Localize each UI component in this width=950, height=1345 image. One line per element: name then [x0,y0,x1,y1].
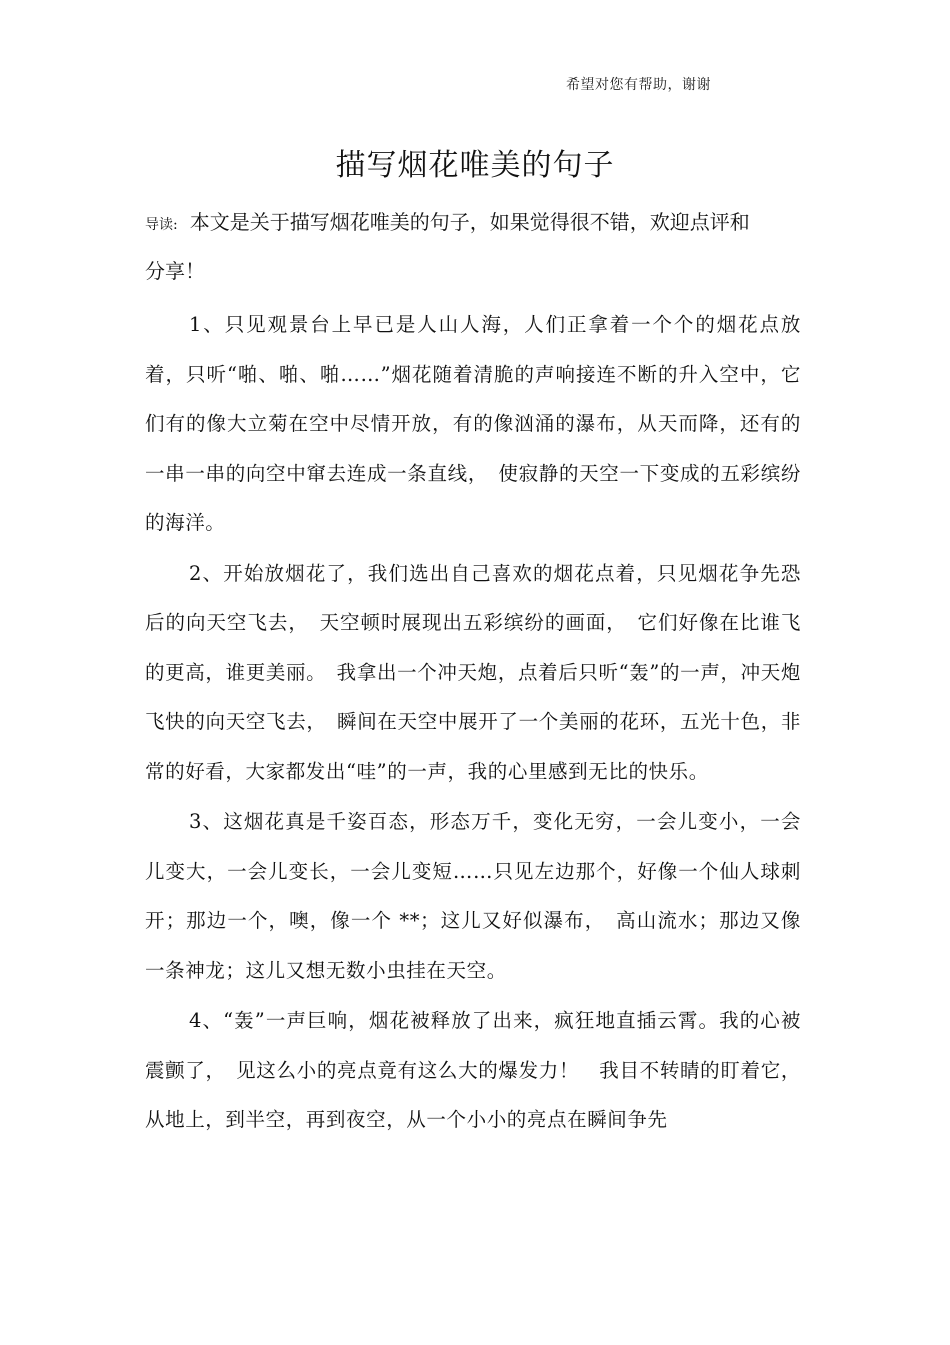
paragraph-1: 1、只见观景台上早已是人山人海，人们正拿着一个个的烟花点放着，只听“啪、啪、啪……”烟花随着清脆的声响接连不断的升入空中，它们有的像大立菊在空中尽情开放，有的像汹涌的瀑布，从天而降，还有的一串一串的向空中窜去连成一条直线， 使寂静的天空一下变成的五彩缤纷的海洋。 [145,313,801,534]
lead-paragraph [145,199,755,294]
paragraph-3: 3、这烟花真是千姿百态，形态万千，变化无穷，一会儿变小，一会儿变大，一会儿变长，一会儿变短……只见左边那个，好像一个仙人球刺开；那边一个，噢，像一个 **；这儿又好似瀑布， 高山流水；那边又像一条神龙；这儿又想无数小虫挂在天空。 [145,810,801,982]
page-title: 描写烟花唯美的句子 [335,148,615,183]
lead-label: 导读: [145,217,178,233]
paragraph-4: 4、“轰”一声巨响，烟花被释放了出来，疯狂地直插云霄。我的心被震颤了， 见这么小的亮点竟有这么大的爆发力！ 我目不转睛的盯着它，从地上，到半空，再到夜空，从一个小小的亮点在瞬间争先 [145,1009,801,1131]
header-note: 希望对您有帮助，谢谢 [566,77,711,93]
lead-text: 本文是关于描写烟花唯美的句子，如果觉得很不错，欢迎点评和分享！ [145,210,750,283]
article-body [145,300,801,1146]
paragraph-2: 2、开始放烟花了，我们选出自己喜欢的烟花点着，只见烟花争先恐后的向天空飞去， 天空顿时展现出五彩缤纷的画面， 它们好像在比谁飞的更高，谁更美丽。 我拿出一个冲天炮，点着后只听“轰”的一声，冲天炮飞快的向天空飞去， 瞬间在天空中展开了一个美丽的花环，五光十色，非常的好看，大家都发出“哇”的一声，我的心里感到无比的快乐。 [145,561,801,783]
